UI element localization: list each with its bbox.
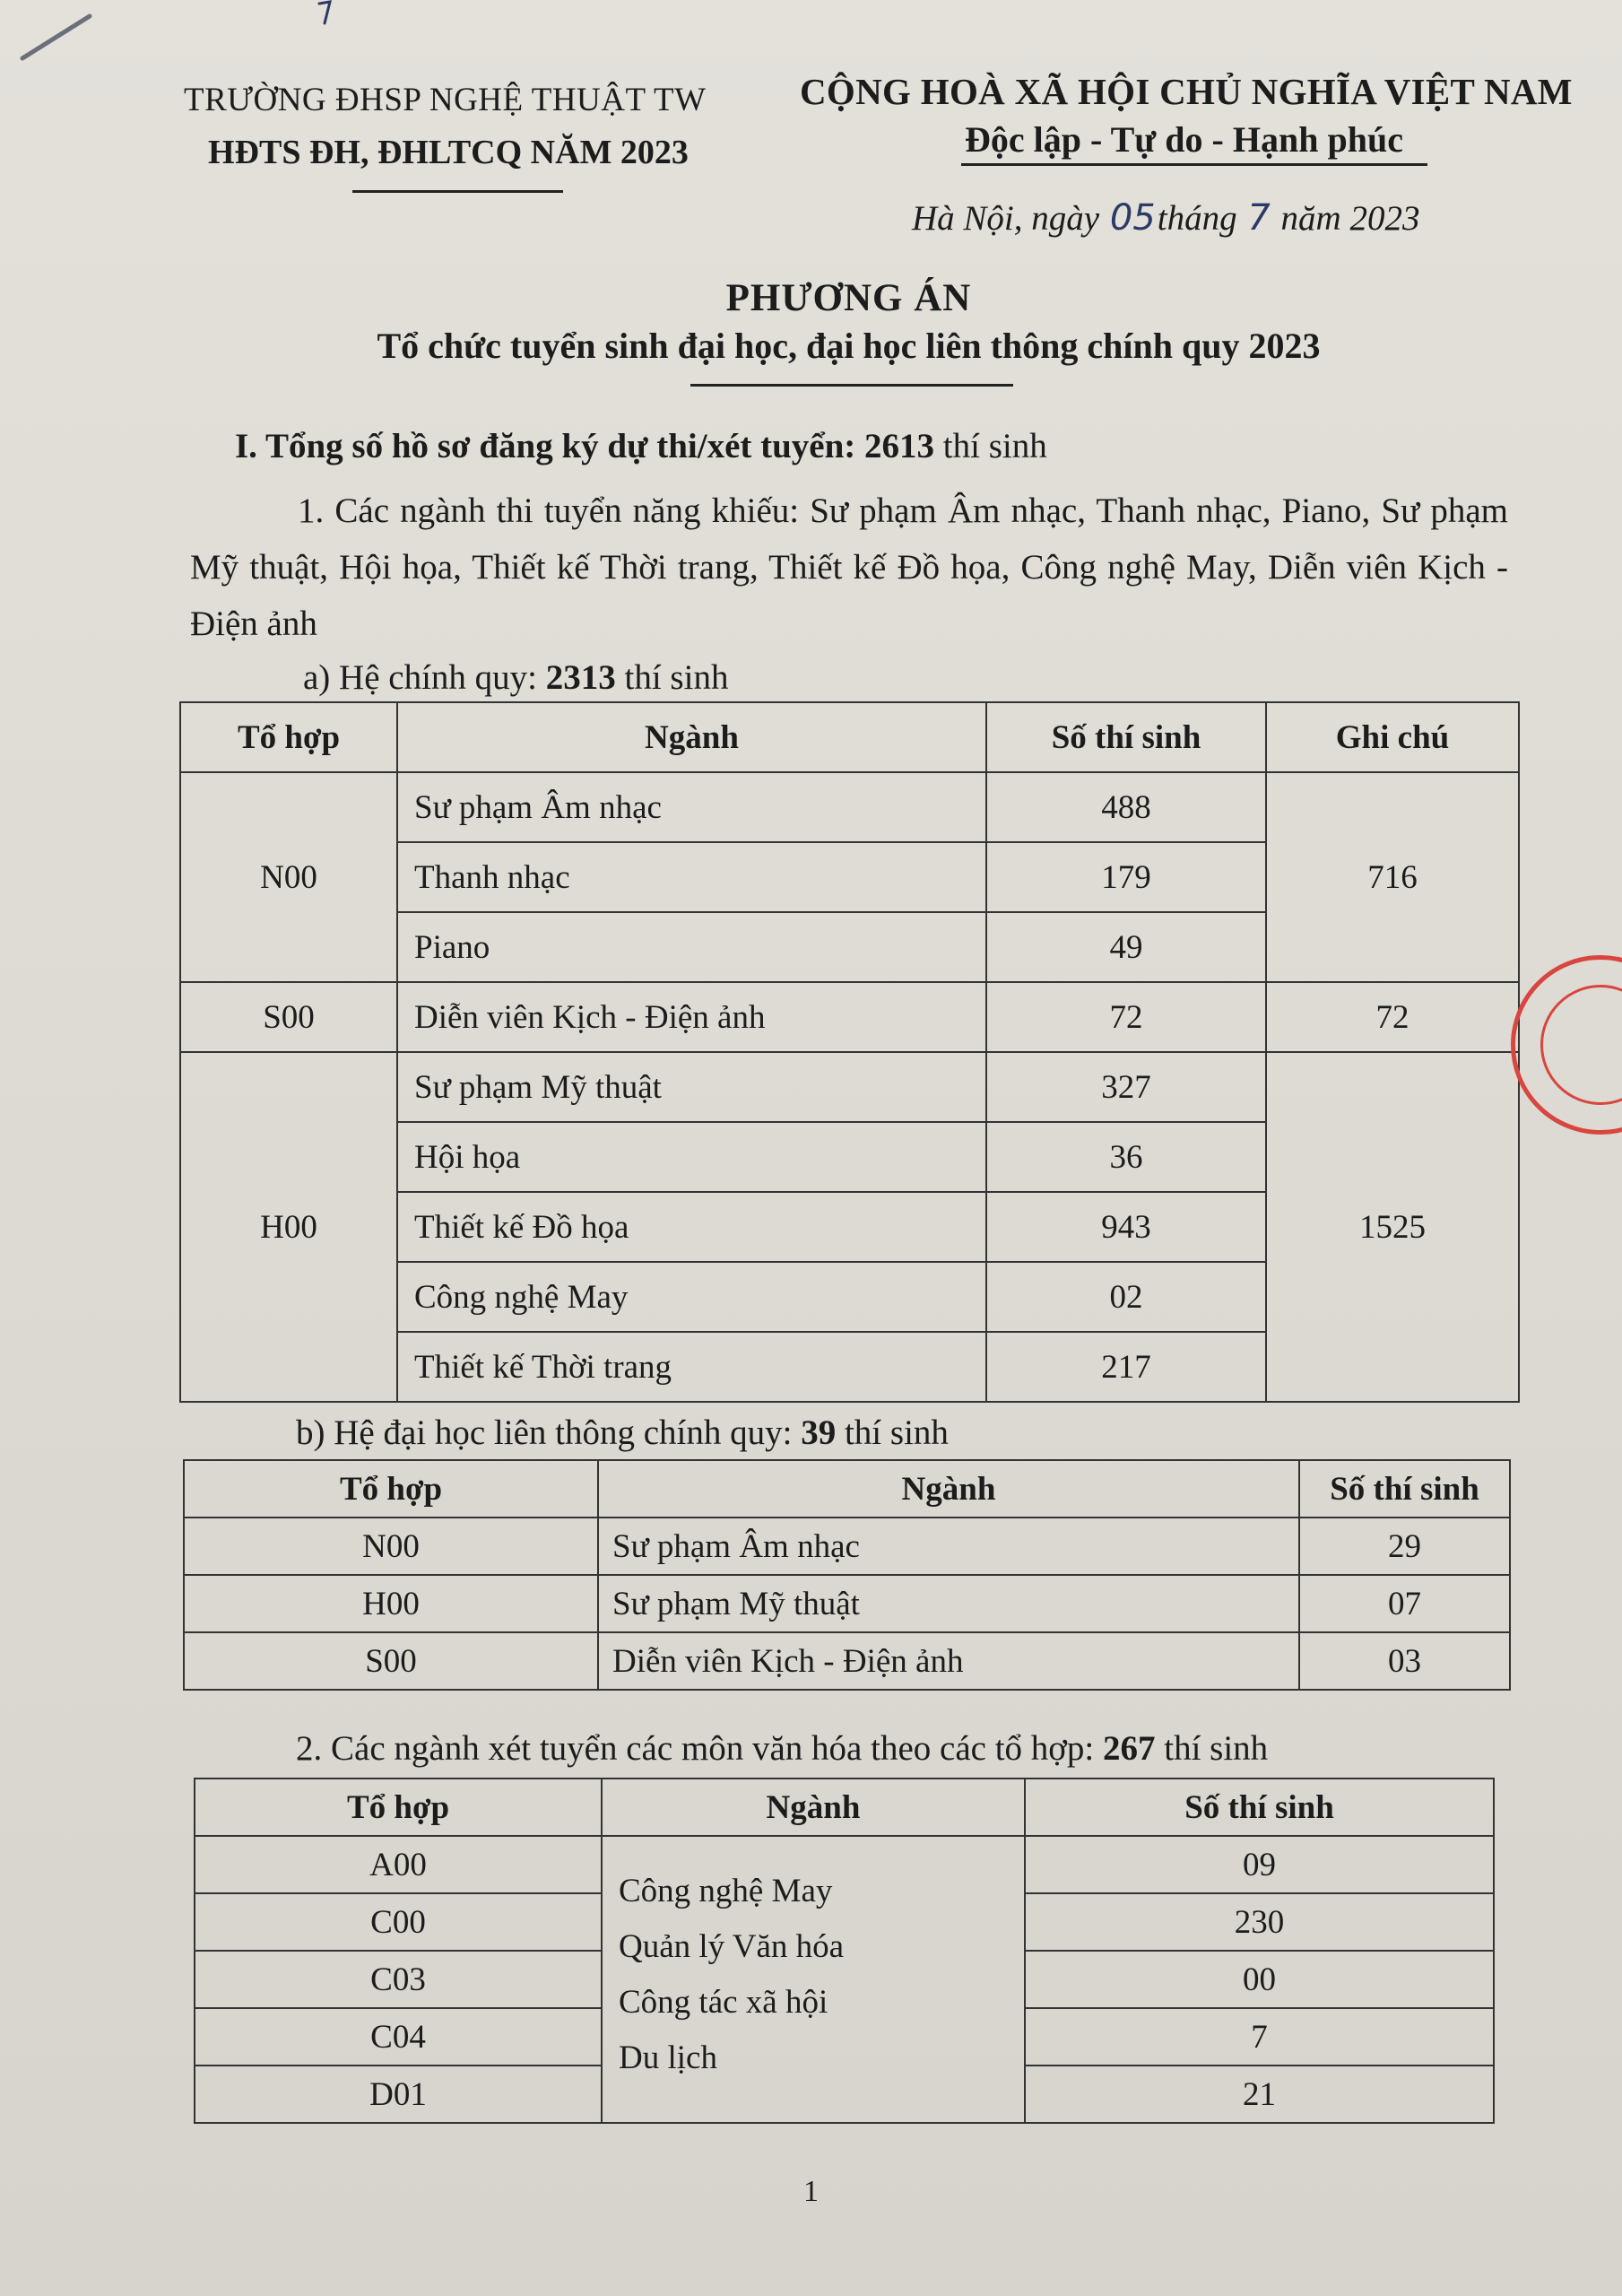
council-name: HĐTS ĐH, ĐHLTCQ NĂM 2023 [208, 134, 689, 171]
table-row [195, 1836, 1494, 1893]
combo-cell: H00 [180, 1052, 397, 1402]
combo-cell: C03 [195, 1951, 602, 2008]
date-month-label: tháng [1157, 199, 1237, 238]
header-cell: Tổ hợp [180, 702, 397, 772]
count-cell: 02 [986, 1262, 1266, 1332]
table-row [180, 772, 1519, 842]
count-cell: 09 [1025, 1836, 1494, 1893]
count-cell: 179 [986, 842, 1266, 912]
header-cell: Ngành [598, 1460, 1299, 1518]
count-cell: 29 [1299, 1518, 1510, 1575]
major-cell: Diễn viên Kịch - Điện ảnh [598, 1632, 1299, 1690]
table-row [184, 1632, 1510, 1690]
count-cell: 488 [986, 772, 1266, 842]
major-item: Quản lý Văn hóa [619, 1928, 845, 1965]
paragraph-cultural-majors: 2. Các ngành xét tuyển các môn văn hóa theo các tổ hợp: 267 thí sinh [296, 1729, 1269, 1768]
major-item: Du lịch [619, 2039, 717, 2076]
combo-cell: A00 [195, 1836, 602, 1893]
count-cell: 943 [986, 1192, 1266, 1262]
header-cell: Ghi chú [1266, 702, 1519, 772]
table-row [184, 1575, 1510, 1632]
table-row [180, 1052, 1519, 1122]
table-header-row [195, 1779, 1494, 1836]
header-cell: Số thí sinh [986, 702, 1266, 772]
header-cell: Ngành [602, 1779, 1025, 1836]
document-title: PHƯƠNG ÁN [725, 277, 972, 319]
count-cell: 49 [986, 912, 1266, 982]
count-cell: 21 [1025, 2066, 1494, 2123]
ink-scribble [312, 0, 339, 27]
major-cell: Thiết kế Đồ họa [397, 1192, 986, 1262]
major-cell: Công nghệ May [397, 1262, 986, 1332]
cultural-subjects-table [194, 1778, 1495, 2124]
table-row [184, 1518, 1510, 1575]
pen-stroke-mark [18, 9, 99, 63]
subsection-a: a) Hệ chính quy: 2313 thí sinh [303, 658, 729, 697]
major-item: Công nghệ May [619, 1873, 833, 1909]
header-cell: Số thí sinh [1299, 1460, 1510, 1518]
divider [961, 163, 1427, 166]
major-cell: Hội họa [397, 1122, 986, 1192]
section-heading: I. Tổng số hồ sơ đăng ký dự thi/xét tuyển: 2613 thí sinh [235, 427, 1047, 465]
count-cell: 327 [986, 1052, 1266, 1122]
note-cell: 716 [1266, 772, 1519, 982]
count-cell: 00 [1025, 1951, 1494, 2008]
major-cell: Piano [397, 912, 986, 982]
count-cell: 07 [1299, 1575, 1510, 1632]
header-cell: Tổ hợp [184, 1460, 598, 1518]
combo-cell: S00 [184, 1632, 598, 1690]
document-subtitle: Tổ chức tuyển sinh đại học, đại học liên thông chính quy 2023 [377, 326, 1321, 366]
combo-cell: S00 [180, 982, 397, 1052]
page-number: 1 [803, 2175, 819, 2208]
note-cell: 72 [1266, 982, 1519, 1052]
header-cell: Ngành [397, 702, 986, 772]
date-month: 7 [1247, 197, 1271, 239]
header-cell: Số thí sinh [1025, 1779, 1494, 1836]
count-cell: 36 [986, 1122, 1266, 1192]
major-cell: Thiết kế Thời trang [397, 1332, 986, 1402]
bridge-program-table [183, 1459, 1511, 1691]
count-cell: 03 [1299, 1632, 1510, 1690]
major-cell: Sư phạm Mỹ thuật [598, 1575, 1299, 1632]
subsection-b: b) Hệ đại học liên thông chính quy: 39 thí sinh [296, 1413, 949, 1452]
combo-cell: N00 [184, 1518, 598, 1575]
table-row [180, 982, 1519, 1052]
major-cell: Sư phạm Âm nhạc [397, 772, 986, 842]
count-cell: 217 [986, 1332, 1266, 1402]
seal-inner-ring [1540, 985, 1622, 1105]
major-cell: Thanh nhạc [397, 842, 986, 912]
note-cell: 1525 [1266, 1052, 1519, 1402]
date-line [912, 197, 1419, 239]
table-header-row [180, 702, 1519, 772]
count-cell: 230 [1025, 1893, 1494, 1951]
org-name: TRƯỜNG ĐHSP NGHỆ THUẬT TW [184, 82, 707, 118]
regular-program-table [179, 701, 1520, 1403]
count-cell: 7 [1025, 2008, 1494, 2066]
combo-cell: N00 [180, 772, 397, 982]
majors-cell [602, 1836, 1025, 2123]
major-cell: Sư phạm Mỹ thuật [397, 1052, 986, 1122]
date-year: năm 2023 [1280, 199, 1420, 238]
header-cell: Tổ hợp [195, 1779, 602, 1836]
paragraph-aptitude-majors: 1. Các ngành thi tuyển năng khiếu: Sư phạm Âm nhạc, Thanh nhạc, Piano, Sư phạm Mỹ thuật, Hội họa, Thiết kế Thời trang, Thiết kế Đồ họa, Công nghệ May, Diễn viên Kịch - Điện ảnh [190, 491, 1508, 643]
date-prefix: Hà Nội, ngày [912, 199, 1100, 238]
table-header-row [184, 1460, 1510, 1518]
divider [690, 384, 1013, 387]
date-day: 05 [1109, 197, 1156, 239]
combo-cell: D01 [195, 2066, 602, 2123]
major-item: Công tác xã hội [619, 1984, 828, 2021]
major-cell: Diễn viên Kịch - Điện ảnh [397, 982, 986, 1052]
national-title: CỘNG HOÀ XÃ HỘI CHỦ NGHĨA VIỆT NAM [800, 71, 1573, 112]
divider [352, 190, 563, 193]
national-motto: Độc lập - Tự do - Hạnh phúc [965, 119, 1403, 160]
combo-cell: H00 [184, 1575, 598, 1632]
red-seal-stamp [1511, 955, 1622, 1135]
major-cell: Sư phạm Âm nhạc [598, 1518, 1299, 1575]
combo-cell: C04 [195, 2008, 602, 2066]
count-cell: 72 [986, 982, 1266, 1052]
combo-cell: C00 [195, 1893, 602, 1951]
